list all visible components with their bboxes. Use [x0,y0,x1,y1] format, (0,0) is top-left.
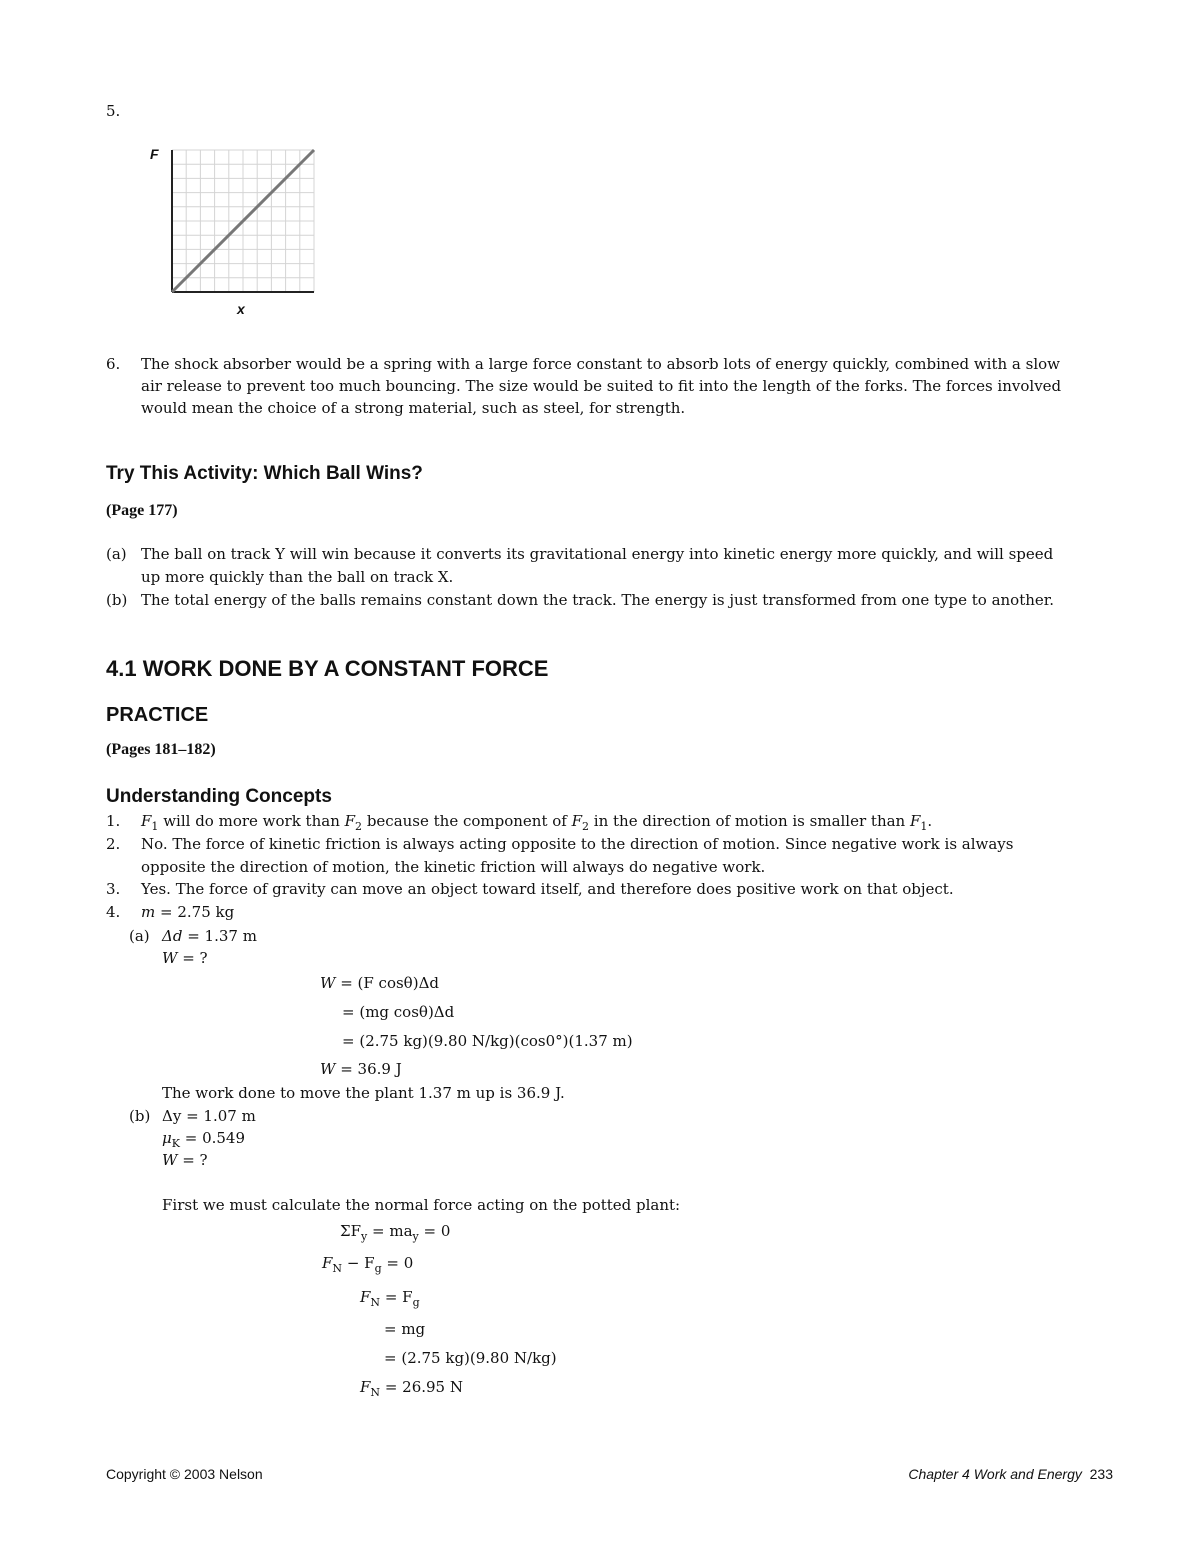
q6-line-2: air release to prevent too much bouncing. The size would be suited to fit into the length of the forks. The forces involved [141,377,1062,395]
part-b-given-1: Δy = 1.07 m [162,1107,256,1125]
item-2-line-1: No. The force of kinetic friction is always acting opposite to the direction of motion. Since negative work is always [141,835,1014,853]
activity-b-text: The total energy of the balls remains constant down the track. The energy is just transformed from one type to another. [141,591,1055,609]
graph-x-label: x [237,301,245,317]
part-a-conclusion: The work done to move the plant 1.37 m up is 36.9 J. [162,1084,565,1102]
force-displacement-graph [140,140,330,320]
graph-y-label: F [150,146,159,162]
q6-line-3: would mean the choice of a strong material, such as steel, for strength. [141,399,686,417]
part-b-label: (b) [129,1107,151,1125]
practice-heading: PRACTICE [106,704,209,726]
item-2-number: 2. [106,835,121,853]
part-a-eq-1: W = (F cosθ)Δd [320,974,440,992]
footer-page-number: 233 [1089,1466,1113,1482]
footer-chapter-title: Chapter 4 Work and Energy [908,1466,1082,1482]
part-b-given-3: W = ? [162,1151,208,1169]
part-b-eq-4: = mg [384,1320,426,1338]
activity-a-line-1: The ball on track Y will win because it converts its gravitational energy into kinetic energy more quickly, and will speed [141,545,1054,563]
part-b-given-2: $\mu_K = 0.549$ [162,1129,246,1150]
part-b-intro: First we must calculate the normal force acting on the potted plant: [162,1196,681,1214]
section-title: 4.1 WORK DONE BY A CONSTANT FORCE [106,656,549,681]
item-4-mass: m = 2.75 kg [141,903,235,921]
item-2-line-2: opposite the direction of motion, the kinetic friction will always do negative work. [141,858,766,876]
item-3-number: 3. [106,880,121,898]
activity-a-line-2: up more quickly than the ball on track X. [141,568,454,586]
part-b-eq-6: $F_N = 26.95$ N [360,1378,463,1399]
part-b-eq-2: $F_N - F_g = 0$ [322,1254,414,1275]
graph-svg [140,140,330,320]
activity-heading: Try This Activity: Which Ball Wins? [106,463,423,484]
part-b-eq-3: $F_N = F_g$ [360,1288,420,1309]
part-a-eq-4: W = 36.9 J [320,1060,402,1078]
item-1-number: 1. [106,812,121,830]
q6-number: 6. [106,355,121,373]
part-a-given-1: Δd = 1.37 m [162,927,257,945]
part-a-eq-3: = (2.75 kg)(9.80 N/kg)(cos0°)(1.37 m) [342,1032,633,1050]
activity-page-ref: (Page 177) [106,502,178,519]
item-4-number: 4. [106,903,121,921]
part-a-given-2: W = ? [162,949,208,967]
part-a-label: (a) [129,927,150,945]
part-b-eq-5: = (2.75 kg)(9.80 N/kg) [384,1349,557,1367]
part-a-eq-2: = (mg cosθ)Δd [342,1003,455,1021]
practice-page-ref: (Pages 181–182) [106,741,216,758]
footer-copyright: Copyright © 2003 Nelson [106,1466,263,1482]
activity-a-label: (a) [106,545,127,563]
activity-b-label: (b) [106,591,128,609]
part-b-eq-1: $\Sigma F_y = ma_y = 0$ [340,1222,451,1243]
footer-chapter [908,1466,1113,1482]
q5-number: 5. [106,102,121,120]
item-1-text: $F_1$ will do more work than $F_2$ because the component of $F_2$ in the direction of motion is smaller than $F_1$. [141,812,933,833]
understanding-concepts-heading: Understanding Concepts [106,786,332,807]
q6-line-1: The shock absorber would be a spring with a large force constant to absorb lots of energy quickly, combined with a slow [141,355,1060,373]
item-3-text: Yes. The force of gravity can move an object toward itself, and therefore does positive work on that object. [141,880,954,898]
